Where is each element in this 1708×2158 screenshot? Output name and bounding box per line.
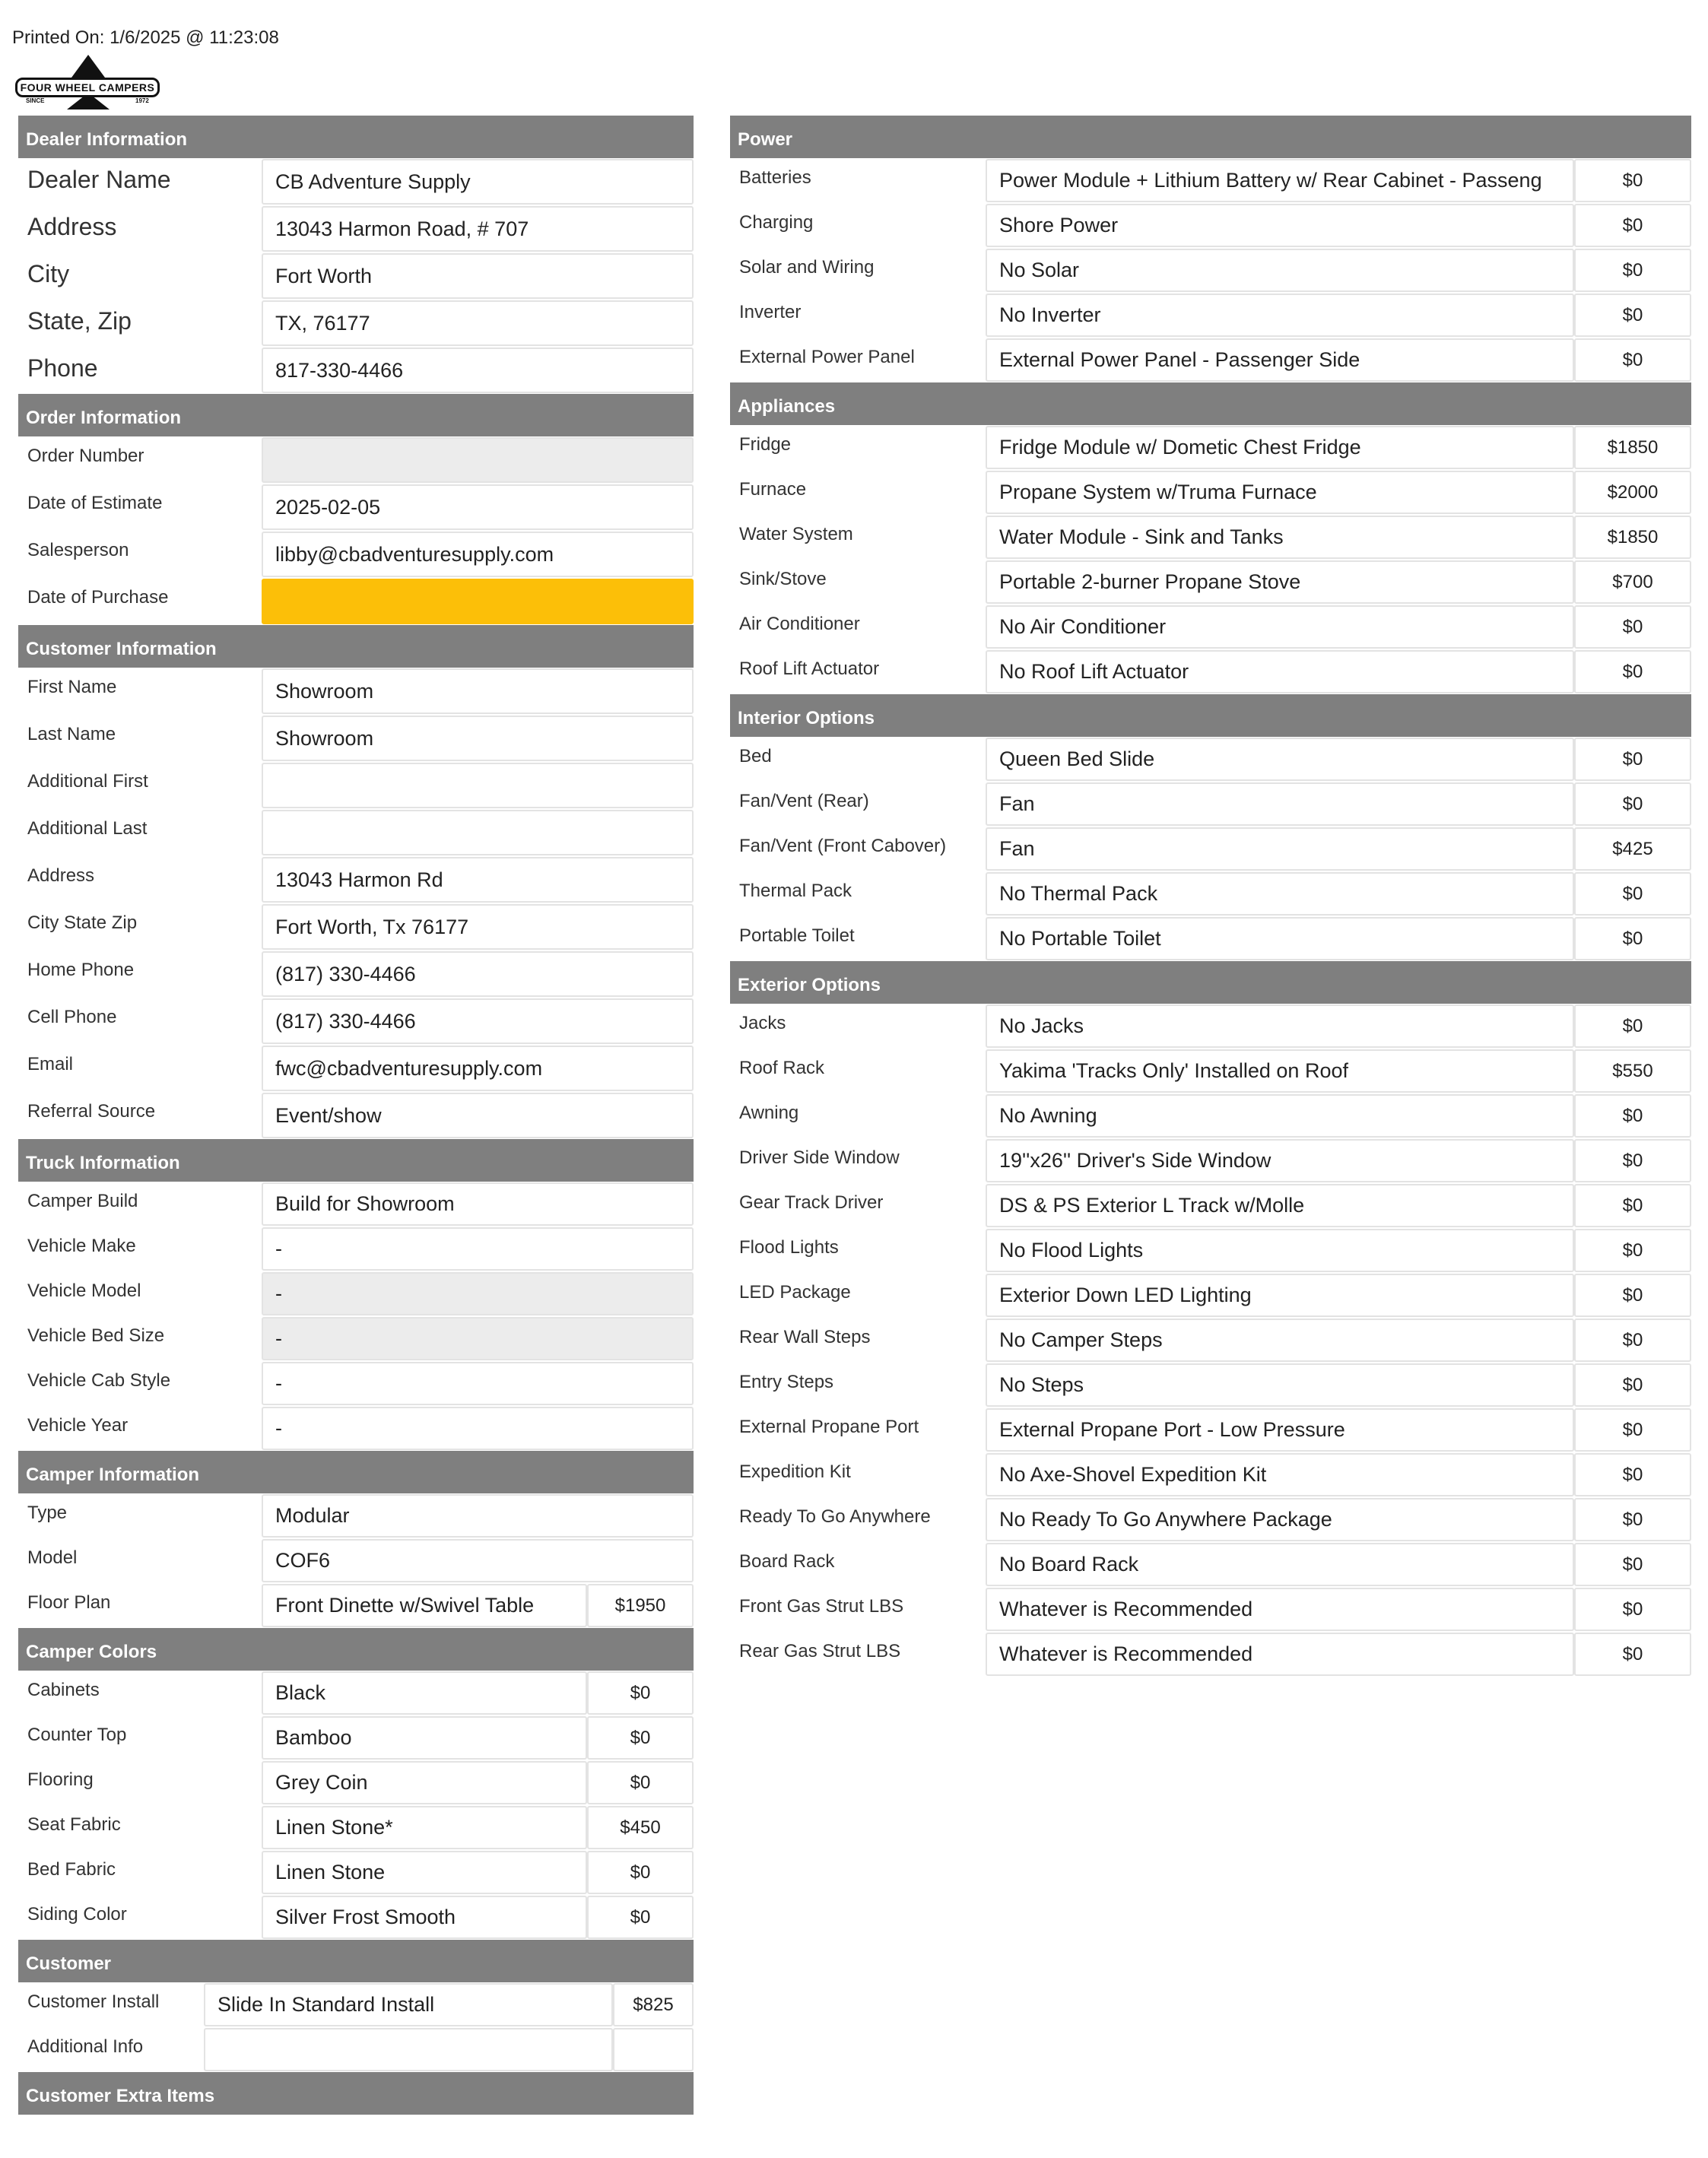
- form-row: [18, 1982, 694, 2027]
- option-label: Flood Lights: [739, 1237, 839, 1258]
- charging-field[interactable]: Shore Power: [986, 204, 1574, 247]
- charging-price: $0: [1574, 204, 1691, 247]
- option-row: [730, 1138, 1691, 1183]
- city-state-zip-field[interactable]: Fort Worth, Tx 76177: [262, 904, 694, 950]
- field-label: Email: [27, 1054, 74, 1074]
- led-package-price: $0: [1574, 1274, 1691, 1317]
- field-label: Type: [27, 1503, 68, 1523]
- external-propane-port-field[interactable]: External Propane Port - Low Pressure: [986, 1408, 1574, 1452]
- form-row: [18, 205, 694, 252]
- option-label: Fridge: [739, 434, 792, 455]
- field-label: Salesperson: [27, 540, 129, 560]
- form-row: [18, 856, 694, 903]
- option-label: Ready To Go Anywhere: [739, 1506, 931, 1527]
- referral-source-field[interactable]: Event/show: [262, 1093, 694, 1138]
- option-row: [730, 158, 1691, 203]
- vehicle-year-field[interactable]: -: [262, 1407, 694, 1450]
- option-row: [730, 248, 1691, 293]
- customer-info-rows: [18, 668, 694, 1139]
- power-rows: [730, 158, 1691, 382]
- option-label: Sink/Stove: [739, 569, 827, 589]
- option-label: Thermal Pack: [739, 881, 852, 901]
- form-row: [18, 252, 694, 300]
- option-label: Bed: [739, 746, 772, 766]
- vehicle-bed-size-field[interactable]: -: [262, 1317, 694, 1360]
- order-rows: [18, 436, 694, 625]
- option-label: Portable Toilet: [739, 925, 855, 946]
- section-exterior-options: Exterior Options: [730, 961, 1691, 1004]
- form-row: [18, 436, 694, 484]
- option-row: [730, 470, 1691, 515]
- form-row: [18, 300, 694, 347]
- sink-stove-price: $700: [1574, 560, 1691, 604]
- awning-price: $0: [1574, 1094, 1691, 1138]
- option-label: Entry Steps: [739, 1372, 834, 1392]
- form-row: [18, 1045, 694, 1092]
- external-propane-port-price: $0: [1574, 1408, 1691, 1452]
- option-label: Board Rack: [739, 1551, 835, 1572]
- section-camper-information: Camper Information: [18, 1451, 694, 1493]
- option-label: Water System: [739, 524, 853, 544]
- expedition-kit-price: $0: [1574, 1453, 1691, 1496]
- field-label: Vehicle Make: [27, 1236, 136, 1256]
- field-label: Flooring: [27, 1769, 94, 1790]
- field-label: Dealer Name: [27, 166, 171, 193]
- form-row: [18, 1182, 694, 1227]
- field-label: Vehicle Year: [27, 1415, 129, 1436]
- option-label: Batteries: [739, 167, 811, 188]
- air-conditioner-price: $0: [1574, 605, 1691, 649]
- sink-stove-field[interactable]: Portable 2-burner Propane Stove: [986, 560, 1574, 604]
- camper-build-field[interactable]: Build for Showroom: [262, 1182, 694, 1226]
- jacks-price: $0: [1574, 1004, 1691, 1048]
- inverter-field[interactable]: No Inverter: [986, 294, 1574, 337]
- form-row: [18, 762, 694, 809]
- option-row: [730, 871, 1691, 916]
- option-label: Solar and Wiring: [739, 257, 875, 278]
- option-label: Inverter: [739, 302, 802, 322]
- form-row: [18, 158, 694, 205]
- field-label: Date of Purchase: [27, 587, 169, 608]
- option-label: Furnace: [739, 479, 807, 500]
- salesperson-field[interactable]: libby@cbadventuresupply.com: [262, 532, 694, 577]
- option-label: Rear Gas Strut LBS: [739, 1641, 901, 1661]
- awning-field[interactable]: No Awning: [986, 1094, 1574, 1138]
- camper-rows: [18, 1493, 694, 1628]
- seat-fabric-price: $450: [587, 1806, 694, 1849]
- form-row: [18, 809, 694, 856]
- led-package-field[interactable]: Exterior Down LED Lighting: [986, 1274, 1574, 1317]
- section-camper-colors: Camper Colors: [18, 1628, 694, 1671]
- field-label: Customer Install: [27, 1991, 160, 2012]
- dealer-rows: [18, 158, 694, 394]
- section-customer-information: Customer Information: [18, 625, 694, 668]
- option-row: [730, 560, 1691, 605]
- field-label: Floor Plan: [27, 1592, 111, 1613]
- seat-fabric-field[interactable]: Linen Stone*: [262, 1806, 587, 1849]
- fridge-field[interactable]: Fridge Module w/ Dometic Chest Fridge: [986, 426, 1574, 469]
- field-label: Last Name: [27, 724, 116, 744]
- interior-rows: [730, 737, 1691, 961]
- option-row: [730, 916, 1691, 961]
- option-row: [730, 649, 1691, 694]
- form-row: [18, 1671, 694, 1715]
- cabinets-price: $0: [587, 1671, 694, 1715]
- field-label: Camper Build: [27, 1191, 138, 1211]
- field-label: Additional First: [27, 771, 148, 792]
- field-label: Additional Info: [27, 2036, 144, 2057]
- solar-wiring-field[interactable]: No Solar: [986, 249, 1574, 292]
- vehicle-cab-style-field[interactable]: -: [262, 1362, 694, 1405]
- section-appliances: Appliances: [730, 382, 1691, 425]
- entry-steps-field[interactable]: No Steps: [986, 1363, 1574, 1407]
- option-row: [730, 1542, 1691, 1587]
- color-rows: [18, 1671, 694, 1940]
- section-power: Power: [730, 116, 1691, 158]
- option-label: Fan/Vent (Rear): [739, 791, 869, 811]
- flooring-price: $0: [587, 1761, 694, 1804]
- last-name-field[interactable]: Showroom: [262, 716, 694, 761]
- fan-vent-rear-price: $0: [1574, 782, 1691, 826]
- field-label: First Name: [27, 677, 117, 697]
- front-gas-strut-price: $0: [1574, 1588, 1691, 1631]
- left-column: [18, 116, 694, 2115]
- option-row: [730, 1318, 1691, 1363]
- ready-to-go-anywhere-price: $0: [1574, 1498, 1691, 1541]
- portable-toilet-field[interactable]: No Portable Toilet: [986, 917, 1574, 960]
- field-label: Bed Fabric: [27, 1859, 116, 1880]
- option-label: Awning: [739, 1103, 799, 1123]
- field-label: Home Phone: [27, 960, 135, 980]
- home-phone-field[interactable]: (817) 330-4466: [262, 951, 694, 997]
- batteries-field[interactable]: Power Module + Lithium Battery w/ Rear Cabinet - Passeng: [986, 159, 1574, 202]
- field-label: Date of Estimate: [27, 493, 163, 513]
- option-row: [730, 605, 1691, 649]
- thermal-pack-field[interactable]: No Thermal Pack: [986, 872, 1574, 916]
- field-label: City State Zip: [27, 912, 138, 933]
- form-row: [18, 1227, 694, 1271]
- field-label: City: [27, 260, 70, 287]
- fan-vent-front-price: $425: [1574, 827, 1691, 871]
- option-row: [730, 1452, 1691, 1497]
- field-label: Model: [27, 1547, 78, 1568]
- option-label: Expedition Kit: [739, 1461, 851, 1482]
- field-label: Cell Phone: [27, 1007, 117, 1027]
- siding-color-field[interactable]: Silver Frost Smooth: [262, 1896, 587, 1939]
- water-system-field[interactable]: Water Module - Sink and Tanks: [986, 516, 1574, 559]
- form-row: [18, 2027, 694, 2072]
- form-row: [18, 1092, 694, 1139]
- front-gas-strut-field[interactable]: Whatever is Recommended: [986, 1588, 1574, 1631]
- form-row: [18, 1361, 694, 1406]
- form-row: [18, 1316, 694, 1361]
- furnace-price: $2000: [1574, 471, 1691, 514]
- option-label: Air Conditioner: [739, 614, 860, 634]
- form-row: [18, 1895, 694, 1940]
- siding-color-price: $0: [587, 1896, 694, 1939]
- form-row: [18, 1805, 694, 1850]
- option-label: Gear Track Driver: [739, 1192, 884, 1213]
- gear-track-driver-price: $0: [1574, 1184, 1691, 1227]
- option-row: [730, 1363, 1691, 1407]
- flooring-field[interactable]: Grey Coin: [262, 1761, 587, 1804]
- field-label: Address: [27, 865, 95, 886]
- additional-info-price: [613, 2028, 694, 2071]
- board-rack-price: $0: [1574, 1543, 1691, 1586]
- field-label: Order Number: [27, 446, 144, 466]
- field-label: State, Zip: [27, 307, 132, 335]
- customer-install-price: $825: [613, 1983, 694, 2026]
- option-label: LED Package: [739, 1282, 851, 1303]
- gear-track-driver-field[interactable]: DS & PS Exterior L Track w/Molle: [986, 1184, 1574, 1227]
- appliance-rows: [730, 425, 1691, 694]
- form-row: [18, 715, 694, 762]
- option-label: Roof Lift Actuator: [739, 659, 880, 679]
- bed-field[interactable]: Queen Bed Slide: [986, 738, 1574, 781]
- dealer-address-field[interactable]: 13043 Harmon Road, # 707: [262, 206, 694, 252]
- option-row: [730, 425, 1691, 470]
- camper-type-field[interactable]: Modular: [262, 1494, 694, 1538]
- option-label: Roof Rack: [739, 1058, 825, 1078]
- form-row: [18, 1406, 694, 1451]
- roof-rack-price: $550: [1574, 1049, 1691, 1093]
- counter-top-price: $0: [587, 1716, 694, 1760]
- option-row: [730, 1497, 1691, 1542]
- customer-rows: [18, 1982, 694, 2072]
- option-row: [730, 1228, 1691, 1273]
- field-label: Seat Fabric: [27, 1814, 121, 1835]
- jacks-field[interactable]: No Jacks: [986, 1004, 1574, 1048]
- external-power-panel-field[interactable]: External Power Panel - Passenger Side: [986, 338, 1574, 382]
- four-wheel-campers-logo: [12, 55, 164, 109]
- first-name-field[interactable]: Showroom: [262, 668, 694, 714]
- option-row: [730, 782, 1691, 827]
- cell-phone-field[interactable]: (817) 330-4466: [262, 998, 694, 1044]
- date-of-purchase-field[interactable]: [262, 579, 694, 624]
- option-label: Fan/Vent (Front Cabover): [739, 836, 947, 856]
- option-row: [730, 1004, 1691, 1049]
- field-label: Phone: [27, 354, 98, 382]
- field-label: Vehicle Cab Style: [27, 1370, 171, 1391]
- counter-top-field[interactable]: Bamboo: [262, 1716, 587, 1760]
- portable-toilet-price: $0: [1574, 917, 1691, 960]
- vehicle-make-field[interactable]: -: [262, 1227, 694, 1271]
- option-label: Front Gas Strut LBS: [739, 1596, 904, 1617]
- additional-last-field[interactable]: [262, 810, 694, 855]
- flood-lights-field[interactable]: No Flood Lights: [986, 1229, 1574, 1272]
- driver-side-window-price: $0: [1574, 1139, 1691, 1182]
- truck-rows: [18, 1182, 694, 1451]
- logo-since: SINCE: [26, 97, 45, 104]
- form-row: [18, 531, 694, 578]
- option-label: Charging: [739, 212, 814, 233]
- rear-gas-strut-price: $0: [1574, 1633, 1691, 1676]
- printed-on-timestamp: Printed On: 1/6/2025 @ 11:23:08: [12, 27, 279, 48]
- field-label: Vehicle Bed Size: [27, 1325, 165, 1346]
- dealer-state-zip-field[interactable]: TX, 76177: [262, 300, 694, 346]
- option-row: [730, 293, 1691, 338]
- furnace-field[interactable]: Propane System w/Truma Furnace: [986, 471, 1574, 514]
- section-truck-information: Truck Information: [18, 1139, 694, 1182]
- bed-price: $0: [1574, 738, 1691, 781]
- option-label: Driver Side Window: [739, 1147, 900, 1168]
- roof-rack-field[interactable]: Yakima 'Tracks Only' Installed on Roof: [986, 1049, 1574, 1093]
- logo-year: 1972: [135, 97, 149, 104]
- customer-install-field[interactable]: Slide In Standard Install: [204, 1983, 613, 2026]
- option-row: [730, 827, 1691, 871]
- driver-side-window-field[interactable]: 19''x26'' Driver's Side Window: [986, 1139, 1574, 1182]
- form-row: [18, 1850, 694, 1895]
- fan-vent-front-field[interactable]: Fan: [986, 827, 1574, 871]
- option-label: External Propane Port: [739, 1417, 919, 1437]
- option-row: [730, 1093, 1691, 1138]
- floor-plan-price: $1950: [587, 1584, 694, 1627]
- rear-wall-steps-price: $0: [1574, 1319, 1691, 1362]
- exterior-rows: [730, 1004, 1691, 1677]
- option-row: [730, 1587, 1691, 1632]
- flood-lights-price: $0: [1574, 1229, 1691, 1272]
- external-power-panel-price: $0: [1574, 338, 1691, 382]
- additional-first-field[interactable]: [262, 763, 694, 808]
- option-row: [730, 1632, 1691, 1677]
- option-label: Jacks: [739, 1013, 786, 1033]
- field-label: Counter Top: [27, 1725, 127, 1745]
- bed-fabric-field[interactable]: Linen Stone: [262, 1851, 587, 1894]
- form-row: [18, 1493, 694, 1538]
- section-dealer-information: Dealer Information: [18, 116, 694, 158]
- section-interior-options: Interior Options: [730, 694, 1691, 737]
- form-row: [18, 903, 694, 950]
- option-row: [730, 1273, 1691, 1318]
- field-label: Additional Last: [27, 818, 148, 839]
- email-field[interactable]: fwc@cbadventuresupply.com: [262, 1046, 694, 1091]
- section-customer: Customer: [18, 1940, 694, 1982]
- fan-vent-rear-field[interactable]: Fan: [986, 782, 1574, 826]
- fridge-price: $1850: [1574, 426, 1691, 469]
- vehicle-model-field[interactable]: -: [262, 1272, 694, 1315]
- section-order-information: Order Information: [18, 394, 694, 436]
- form-row: [18, 1271, 694, 1316]
- form-row: [18, 950, 694, 998]
- option-row: [730, 1407, 1691, 1452]
- cabinets-field[interactable]: Black: [262, 1671, 587, 1715]
- rear-gas-strut-field[interactable]: Whatever is Recommended: [986, 1633, 1574, 1676]
- water-system-price: $1850: [1574, 516, 1691, 559]
- form-row: [18, 668, 694, 715]
- form-row: [18, 998, 694, 1045]
- option-row: [730, 203, 1691, 248]
- option-row: [730, 515, 1691, 560]
- customer-address-field[interactable]: 13043 Harmon Rd: [262, 857, 694, 903]
- form-row: [18, 1715, 694, 1760]
- rear-wall-steps-field[interactable]: No Camper Steps: [986, 1319, 1574, 1362]
- entry-steps-price: $0: [1574, 1363, 1691, 1407]
- field-label: Cabinets: [27, 1680, 100, 1700]
- batteries-price: $0: [1574, 159, 1691, 202]
- form-row: [18, 1760, 694, 1805]
- camper-model-field[interactable]: COF6: [262, 1539, 694, 1582]
- board-rack-field[interactable]: No Board Rack: [986, 1543, 1574, 1586]
- option-row: [730, 1049, 1691, 1093]
- section-customer-extra-items: Customer Extra Items: [18, 2072, 694, 2115]
- expedition-kit-field[interactable]: No Axe-Shovel Expedition Kit: [986, 1453, 1574, 1496]
- option-label: External Power Panel: [739, 347, 915, 367]
- right-column: [730, 116, 1691, 1677]
- floor-plan-field[interactable]: Front Dinette w/Swivel Table: [262, 1584, 587, 1627]
- field-label: Vehicle Model: [27, 1281, 141, 1301]
- option-row: [730, 737, 1691, 782]
- solar-wiring-price: $0: [1574, 249, 1691, 292]
- roof-lift-actuator-field[interactable]: No Roof Lift Actuator: [986, 650, 1574, 693]
- field-label: Address: [27, 213, 117, 240]
- form-row: [18, 484, 694, 531]
- option-row: [730, 338, 1691, 382]
- form-row: [18, 1538, 694, 1583]
- form-row: [18, 1583, 694, 1628]
- logo-wordmark: FOUR WHEEL CAMPERS: [15, 78, 160, 97]
- ready-to-go-anywhere-field[interactable]: No Ready To Go Anywhere Package: [986, 1498, 1574, 1541]
- form-row: [18, 347, 694, 394]
- additional-info-field[interactable]: [204, 2028, 613, 2071]
- date-of-estimate-field[interactable]: 2025-02-05: [262, 484, 694, 530]
- dealer-phone-field[interactable]: 817-330-4466: [262, 348, 694, 393]
- dealer-name-field[interactable]: CB Adventure Supply: [262, 159, 694, 205]
- thermal-pack-price: $0: [1574, 872, 1691, 916]
- roof-lift-actuator-price: $0: [1574, 650, 1691, 693]
- form-row: [18, 578, 694, 625]
- field-label: Referral Source: [27, 1101, 156, 1122]
- air-conditioner-field[interactable]: No Air Conditioner: [986, 605, 1574, 649]
- order-number-field[interactable]: [262, 437, 694, 483]
- option-row: [730, 1183, 1691, 1228]
- inverter-price: $0: [1574, 294, 1691, 337]
- field-label: Siding Color: [27, 1904, 127, 1925]
- option-label: Rear Wall Steps: [739, 1327, 871, 1347]
- bed-fabric-price: $0: [587, 1851, 694, 1894]
- dealer-city-field[interactable]: Fort Worth: [262, 253, 694, 299]
